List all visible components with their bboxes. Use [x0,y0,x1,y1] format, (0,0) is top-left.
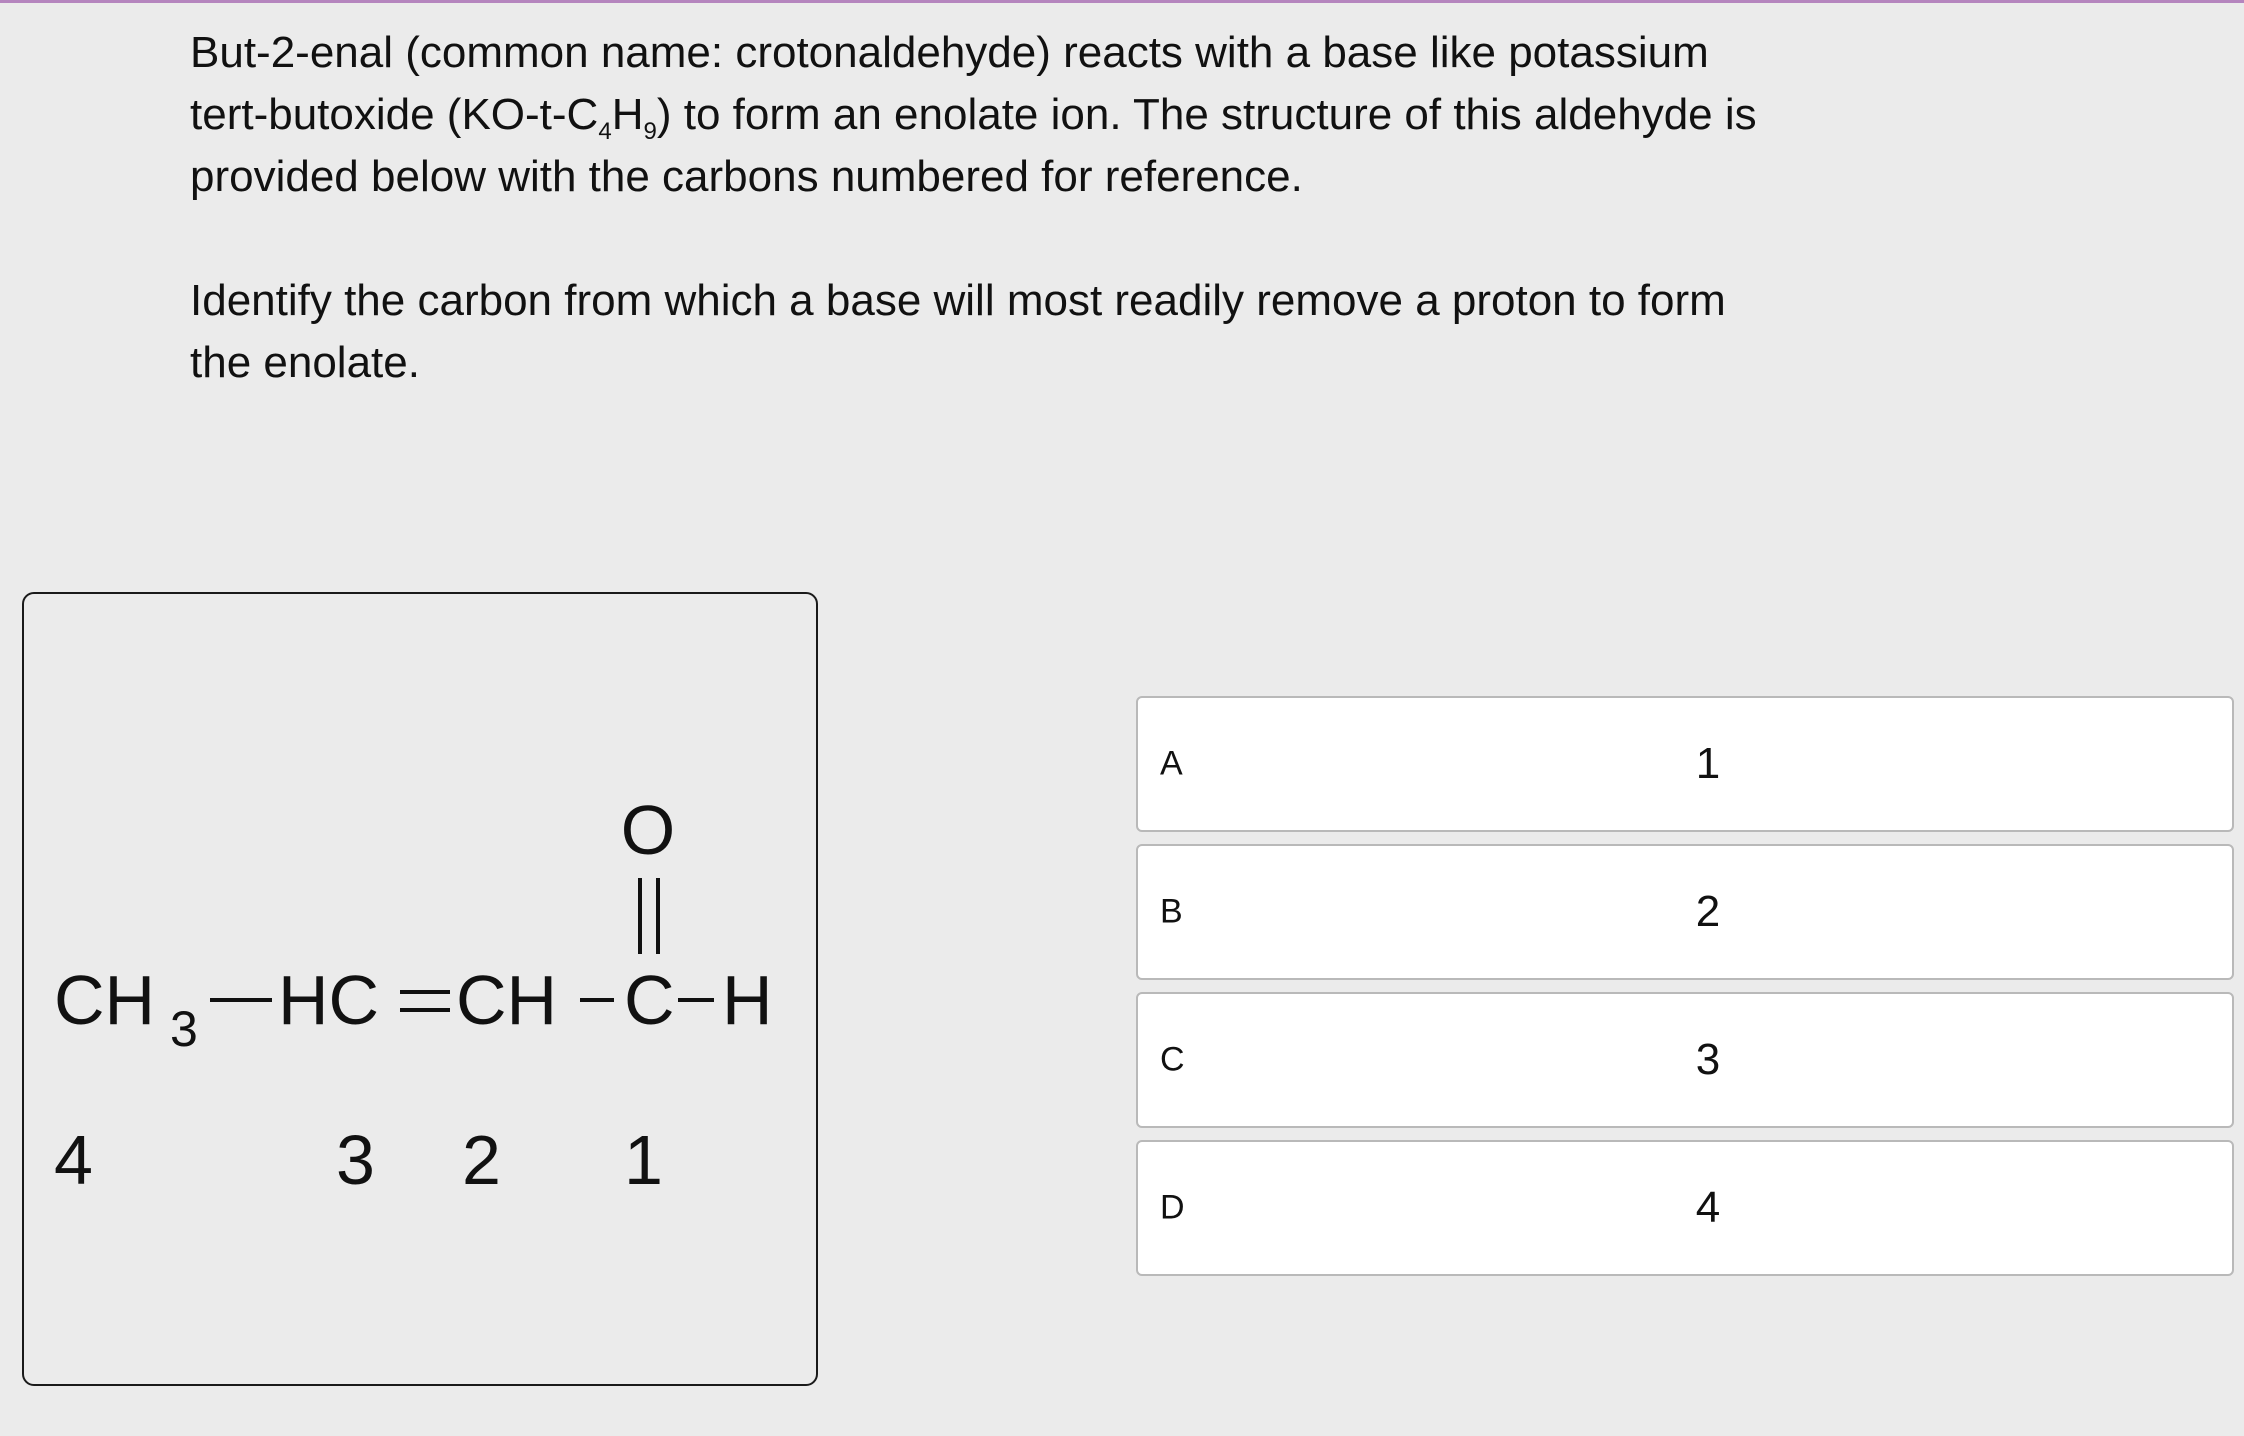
hc-label: HC [278,961,380,1039]
option-letter: A [1160,744,1183,783]
subscript-4: 4 [598,118,612,145]
option-c[interactable] [1136,992,2234,1128]
carbonyl-carbon-label: C [624,961,675,1039]
carbon-number-1: 1 [624,1121,663,1199]
ch3-label: CH [54,961,156,1039]
ch-label: CH [456,961,558,1039]
carbon-number-2: 2 [462,1121,501,1199]
subscript-9: 9 [643,118,657,145]
aldehyde-h-label: H [722,961,773,1039]
option-d[interactable] [1136,1140,2234,1276]
option-value: 1 [1695,739,1721,788]
intro-h: H [611,90,644,139]
option-value: 3 [1695,1035,1721,1084]
oxygen-label: O [620,791,676,869]
question-intro [190,22,1830,208]
option-letter: D [1160,1188,1185,1227]
question-text [190,22,1830,394]
prompt-line-2: the enolate. [190,338,420,387]
option-letter: B [1160,892,1183,931]
option-value: 2 [1695,887,1721,936]
question-prompt [190,270,1830,394]
intro-line-2a: tert-butoxide (KO-t-C [190,90,599,139]
top-divider [0,0,2244,3]
prompt-line-1: Identify the carbon from which a base will most readily remove a proton to form [190,276,1726,325]
ch3-subscript: 3 [170,1001,198,1057]
intro-line-2b: ) to form an enolate ion. The structure of this aldehyde is [656,90,1757,139]
intro-line-1: But-2-enal (common name: crotonaldehyde) reacts with a base like potassium [190,28,1709,77]
structure-image-box [22,592,818,1386]
option-a[interactable] [1136,696,2234,832]
option-letter: C [1160,1040,1185,1079]
intro-line-3: provided below with the carbons numbered for reference. [190,152,1303,201]
answer-options [1136,696,2234,1288]
option-b[interactable] [1136,844,2234,980]
carbon-number-3: 3 [336,1121,375,1199]
option-value: 4 [1695,1183,1721,1232]
carbon-number-4: 4 [54,1121,93,1199]
crotonaldehyde-structure [24,594,816,1384]
